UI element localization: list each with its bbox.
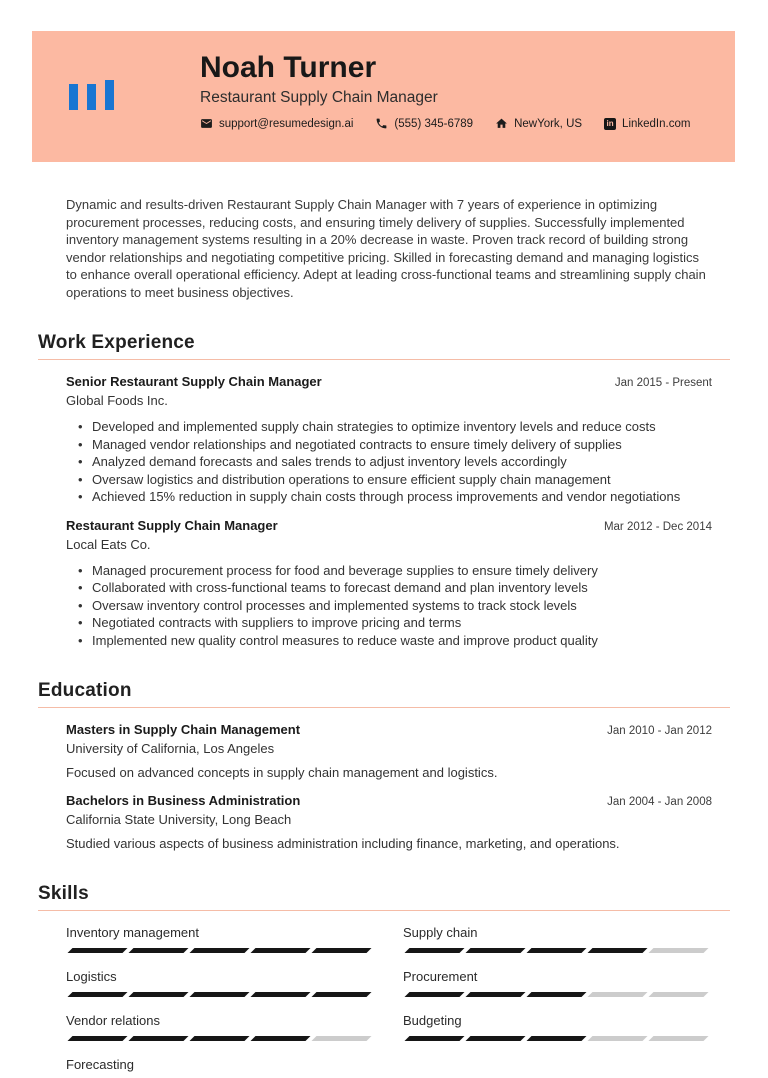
contact-email bbox=[200, 117, 353, 130]
job-bullet-list bbox=[66, 562, 712, 650]
skill-level-segment bbox=[588, 992, 648, 997]
skill-level-segment bbox=[527, 948, 587, 953]
contact-phone-text: (555) 345-6789 bbox=[394, 117, 474, 130]
skill-level-segment bbox=[190, 992, 250, 997]
skill-level-segment bbox=[190, 1036, 250, 1041]
professional-summary: Dynamic and results-driven Restaurant Supply Chain Manager with 7 years of experience in optimizing procurement processes, reducing costs, and ensuring timely delivery of supplies. Successfully implemented inventory management systems resulting in a 20% decrease in waste. Proven track record of building strong vendor relationships and negotiating competitive pricing. Skilled in forecasting demand and managing logistics to enhance overall operational efficiency. Adept at leading cross-functional teams and streamlining supply chain operations to meet business objectives. bbox=[66, 197, 706, 300]
logo-bar bbox=[87, 84, 96, 110]
school-name: University of California, Los Angeles bbox=[66, 741, 275, 756]
section-skills bbox=[38, 883, 730, 1078]
skill-level-segment bbox=[405, 948, 465, 953]
skill-item bbox=[403, 1013, 710, 1041]
job-bullet: • Implemented new quality control measures to reduce waste and improve product quality bbox=[66, 632, 712, 650]
degree-title: Masters in Supply Chain Management bbox=[66, 722, 301, 737]
job-company: Global Foods Inc. bbox=[66, 393, 168, 408]
skill-level-meter bbox=[403, 948, 710, 953]
bar-chart-logo-icon bbox=[69, 80, 114, 110]
skill-level-segment bbox=[649, 992, 709, 997]
job-bullet: • Achieved 15% reduction in supply chain costs through process improvements and vendor negotiations bbox=[66, 488, 712, 506]
skill-level-meter bbox=[66, 948, 373, 953]
skill-level-segment bbox=[405, 992, 465, 997]
job-title: Restaurant Supply Chain Manager bbox=[66, 517, 278, 533]
skill-name: Supply chain bbox=[403, 925, 478, 940]
section-divider bbox=[38, 359, 730, 360]
job-bullet: • Negotiated contracts with suppliers to improve pricing and terms bbox=[66, 614, 712, 632]
contact-location-text: NewYork, US bbox=[514, 117, 583, 130]
job-bullet: • Managed vendor relationships and negotiated contracts to ensure timely delivery of supplies bbox=[66, 436, 712, 454]
skill-level-segment bbox=[588, 948, 648, 953]
job-bullet: • Oversaw logistics and distribution operations to ensure efficient supply chain management bbox=[66, 471, 712, 489]
skill-level-segment bbox=[251, 1036, 311, 1041]
education-entry bbox=[66, 722, 712, 781]
skill-level-segment bbox=[466, 1036, 526, 1041]
skill-level-segment bbox=[68, 948, 128, 953]
skill-item bbox=[66, 925, 373, 953]
skill-level-segment bbox=[649, 948, 709, 953]
education-heading: Education bbox=[38, 680, 132, 701]
education-description: Focused on advanced concepts in supply chain management and logistics. bbox=[66, 765, 498, 780]
skill-name: Budgeting bbox=[403, 1013, 462, 1028]
skill-level-meter bbox=[403, 1036, 710, 1041]
skill-level-segment bbox=[527, 992, 587, 997]
job-entry bbox=[66, 518, 712, 650]
job-bullet-list bbox=[66, 418, 712, 506]
resume-header bbox=[32, 31, 735, 162]
education-entry bbox=[66, 793, 712, 852]
candidate-name: Noah Turner bbox=[200, 51, 377, 84]
linkedin-icon: in bbox=[604, 118, 616, 130]
skill-level-segment bbox=[129, 992, 189, 997]
job-entry-head bbox=[66, 374, 712, 390]
job-entry-head bbox=[66, 518, 712, 534]
contact-row bbox=[200, 117, 690, 130]
contact-linkedin bbox=[604, 118, 690, 130]
candidate-job-title: Restaurant Supply Chain Manager bbox=[200, 89, 438, 106]
job-bullet: • Oversaw inventory control processes and implemented systems to track stock levels bbox=[66, 597, 712, 615]
phone-icon bbox=[375, 117, 388, 130]
skill-level-segment bbox=[312, 948, 372, 953]
job-bullet: • Collaborated with cross-functional teams to forecast demand and plan inventory levels bbox=[66, 579, 712, 597]
skill-level-meter bbox=[66, 992, 373, 997]
skill-level-meter bbox=[403, 992, 710, 997]
section-divider bbox=[38, 910, 730, 911]
skill-level-segment bbox=[251, 992, 311, 997]
section-divider bbox=[38, 707, 730, 708]
skill-item bbox=[66, 1057, 373, 1078]
job-bullet: • Analyzed demand forecasts and sales trends to adjust inventory levels accordingly bbox=[66, 453, 712, 471]
skill-level-segment bbox=[527, 1036, 587, 1041]
skill-name: Inventory management bbox=[66, 925, 199, 940]
school-name: California State University, Long Beach bbox=[66, 812, 292, 827]
education-entry-head bbox=[66, 722, 712, 738]
skill-level-segment bbox=[649, 1036, 709, 1041]
skill-level-segment bbox=[251, 948, 311, 953]
skill-level-segment bbox=[466, 948, 526, 953]
skill-level-segment bbox=[312, 992, 372, 997]
skill-name: Procurement bbox=[403, 969, 478, 984]
logo-bar bbox=[69, 84, 78, 110]
job-bullet: • Developed and implemented supply chain strategies to optimize inventory levels and reduce costs bbox=[66, 418, 712, 436]
education-description: Studied various aspects of business administration including finance, marketing, and operations. bbox=[66, 836, 620, 851]
header-text-block bbox=[200, 51, 690, 130]
job-company: Local Eats Co. bbox=[66, 536, 151, 552]
job-dates: Jan 2015 - Present bbox=[614, 377, 712, 389]
home-icon bbox=[495, 117, 508, 130]
skill-name: Vendor relations bbox=[66, 1013, 160, 1028]
skill-level-segment bbox=[190, 948, 250, 953]
contact-location bbox=[495, 117, 582, 130]
education-entry-head bbox=[66, 793, 712, 809]
skill-name: Forecasting bbox=[66, 1057, 134, 1072]
skill-item bbox=[66, 969, 373, 997]
work-experience-heading: Work Experience bbox=[38, 332, 195, 353]
skill-item bbox=[403, 969, 710, 997]
resume-body bbox=[0, 162, 768, 1078]
job-bullet: • Managed procurement process for food and beverage supplies to ensure timely delivery bbox=[66, 562, 712, 580]
skill-level-segment bbox=[466, 992, 526, 997]
skill-item bbox=[66, 1013, 373, 1041]
job-title: Senior Restaurant Supply Chain Manager bbox=[66, 374, 322, 389]
contact-linkedin-text: LinkedIn.com bbox=[622, 117, 691, 130]
skill-level-segment bbox=[588, 1036, 648, 1041]
skill-level-segment bbox=[129, 948, 189, 953]
degree-title: Bachelors in Business Administration bbox=[66, 793, 301, 808]
logo-bar bbox=[105, 80, 114, 110]
education-dates: Jan 2010 - Jan 2012 bbox=[607, 725, 712, 737]
skill-level-segment bbox=[129, 1036, 189, 1041]
skill-level-segment bbox=[68, 992, 128, 997]
skill-name: Logistics bbox=[66, 969, 117, 984]
skill-level-segment bbox=[312, 1036, 372, 1041]
skills-grid bbox=[66, 925, 710, 1078]
skill-level-segment bbox=[405, 1036, 465, 1041]
email-icon bbox=[200, 117, 213, 130]
skill-level-meter bbox=[66, 1036, 373, 1041]
section-education bbox=[38, 680, 730, 852]
section-work-experience bbox=[38, 332, 730, 649]
skills-heading: Skills bbox=[38, 883, 89, 904]
job-dates: Mar 2012 - Dec 2014 bbox=[603, 520, 712, 533]
job-entry bbox=[66, 374, 712, 506]
contact-phone bbox=[375, 117, 473, 130]
skill-level-segment bbox=[68, 1036, 128, 1041]
education-dates: Jan 2004 - Jan 2008 bbox=[607, 796, 712, 808]
contact-email-text: support@resumedesign.ai bbox=[219, 117, 354, 130]
skill-item bbox=[403, 925, 710, 953]
